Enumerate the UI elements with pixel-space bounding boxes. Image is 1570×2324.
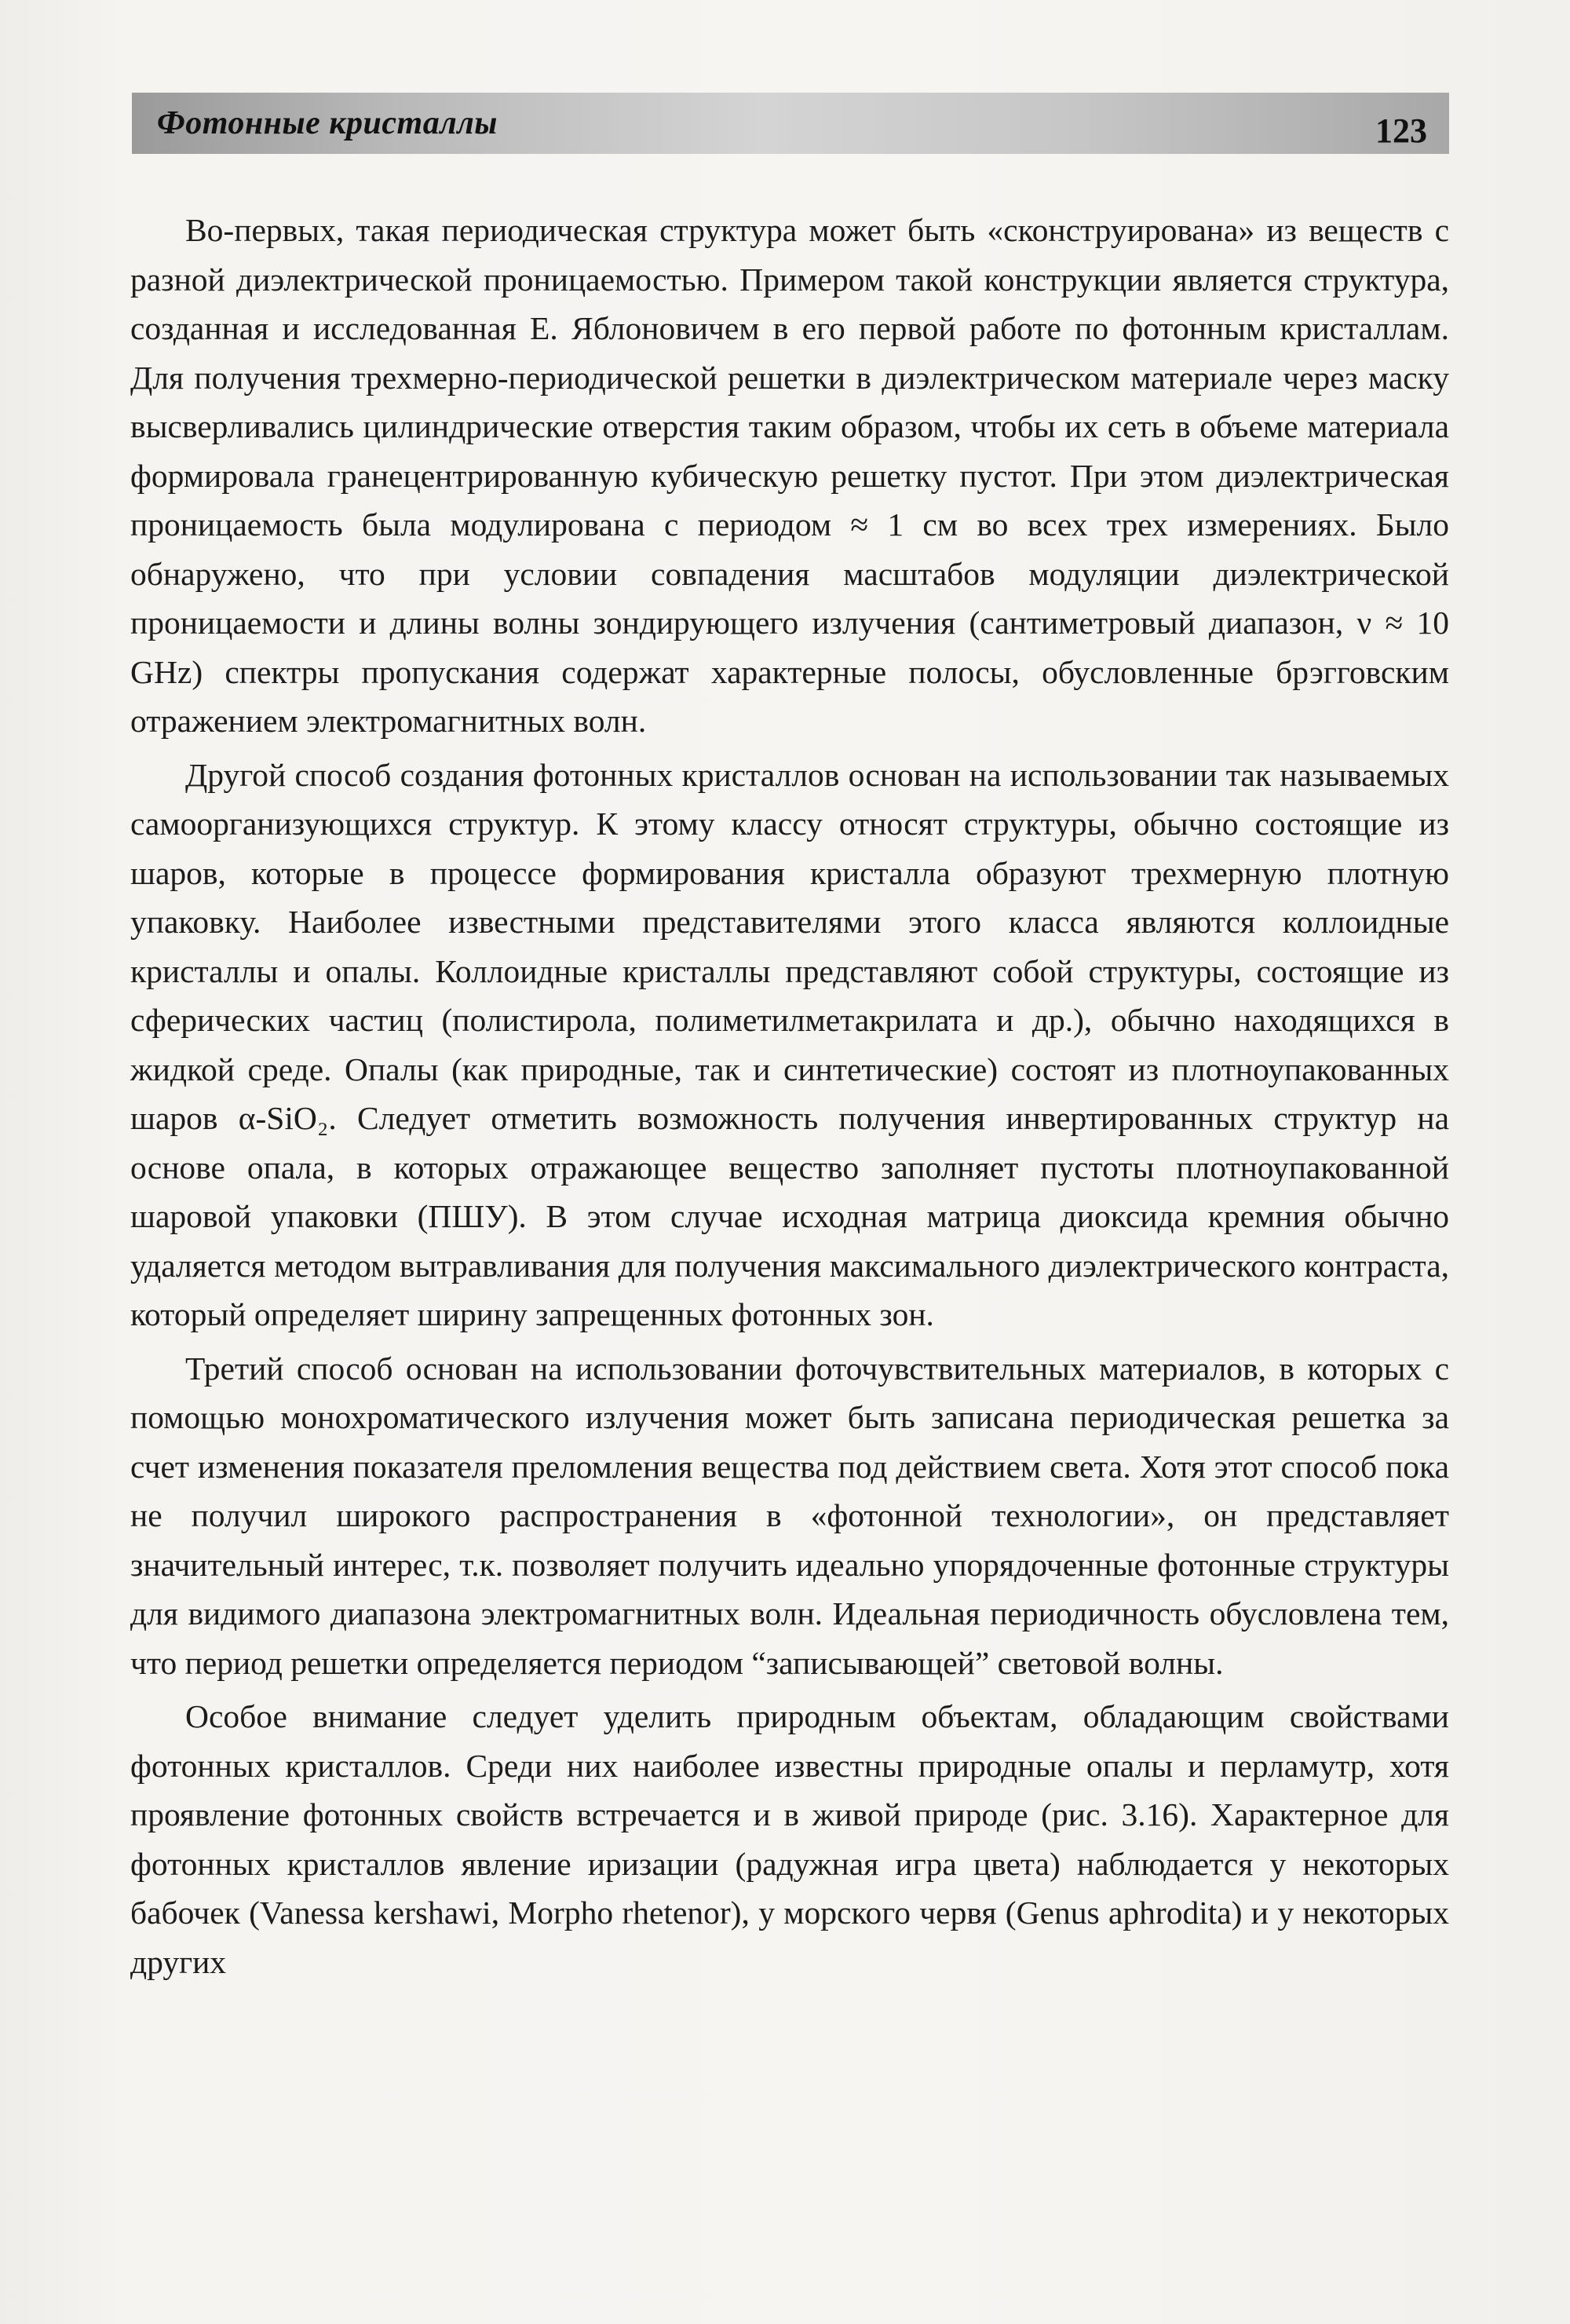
paragraph: Другой способ создания фотонных кристаллов основан на использовании так называемых самоорганизующихся структур. К этому классу относят структуры, обычно состоящие из шаров, которые в процессе формирования кристалла образуют трехмерную плотную упаковку. Наиболее известными представителями этого класса являются коллоидные кристаллы и опалы. Коллоидные кристаллы представляют собой структуры, состоящие из сферических частиц (полистирола, полиметилметакрилата и др.), обычно находящихся в жидкой среде. Опалы (как природные, так и синтетические) состоят из плотноупакованных шаров α-SiO₂. Следует отметить возможность получения инвертированных структур на основе опала, в которых отражающее вещество заполняет пустоты плотноупакованной шаровой упаковки (ПШУ). В этом случае исходная матрица диоксида кремния обычно удаляется методом вытравливания для получения максимального диэлектрического контраста, который определяет ширину запрещенных фотонных зон.	[130, 756, 1449, 1332]
page-number: 123	[1375, 111, 1427, 150]
paragraph: Третий способ основан на использовании фоточувствительных материалов, в которых с помощью монохроматического излучения может быть записана периодическая решетка за счет изменения показателя преломления вещества под действием света. Хотя этот способ пока не получил широкого распространения в «фотонной технологии», он представляет значительный интерес, т.к. позволяет получить идеально упорядоченные фотонные структуры для видимого диапазона электромагнитных волн. Идеальная периодичность обусловлена тем, что период решетки определяется периодом “записывающей” световой волны.	[130, 1350, 1449, 1681]
chapter-title: Фотонные кристаллы	[157, 105, 498, 141]
paragraph: Во-первых, такая периодическая структура может быть «сконструирована» из веществ с разной диэлектрической проницаемостью. Примером такой конструкции является структура, созданная и исследованная Е. Яблоновичем в его первой работе по фотонным кристаллам. Для получения трехмерно-периодической решетки в диэлектрическом материале через маску высверливались цилиндрические отверстия таким образом, чтобы их сеть в объеме материала формировала гранецентрированную кубическую решетку пустот. При этом диэлектрическая проницаемость была модулирована с периодом ≈ 1 см во всех трех измерениях. Было обнаружено, что при условии совпадения масштабов модуляции диэлектрической проницаемости и длины волны зондирующего излучения (сантиметровый диапазон, ν ≈ 10 GHz) спектры пропускания содержат характерные полосы, обусловленные брэгговским отражением электромагнитных волн.	[130, 212, 1449, 739]
running-header	[132, 93, 1449, 154]
paragraph: Особое внимание следует уделить природным объектам, обладающим свойствами фотонных кристаллов. Среди них наиболее известны природные опалы и перламутр, хотя проявление фотонных свойств встречается и в живой природе (рис. 3.16). Характерное для фотонных кристаллов явление иризации (радужная игра цвета) наблюдается у некоторых бабочек (Vanessa kershawi, Morpho rhetenor), у морского червя (Genus aphrodita) и у некоторых других	[130, 1698, 1449, 1980]
body-text	[130, 206, 1449, 1991]
